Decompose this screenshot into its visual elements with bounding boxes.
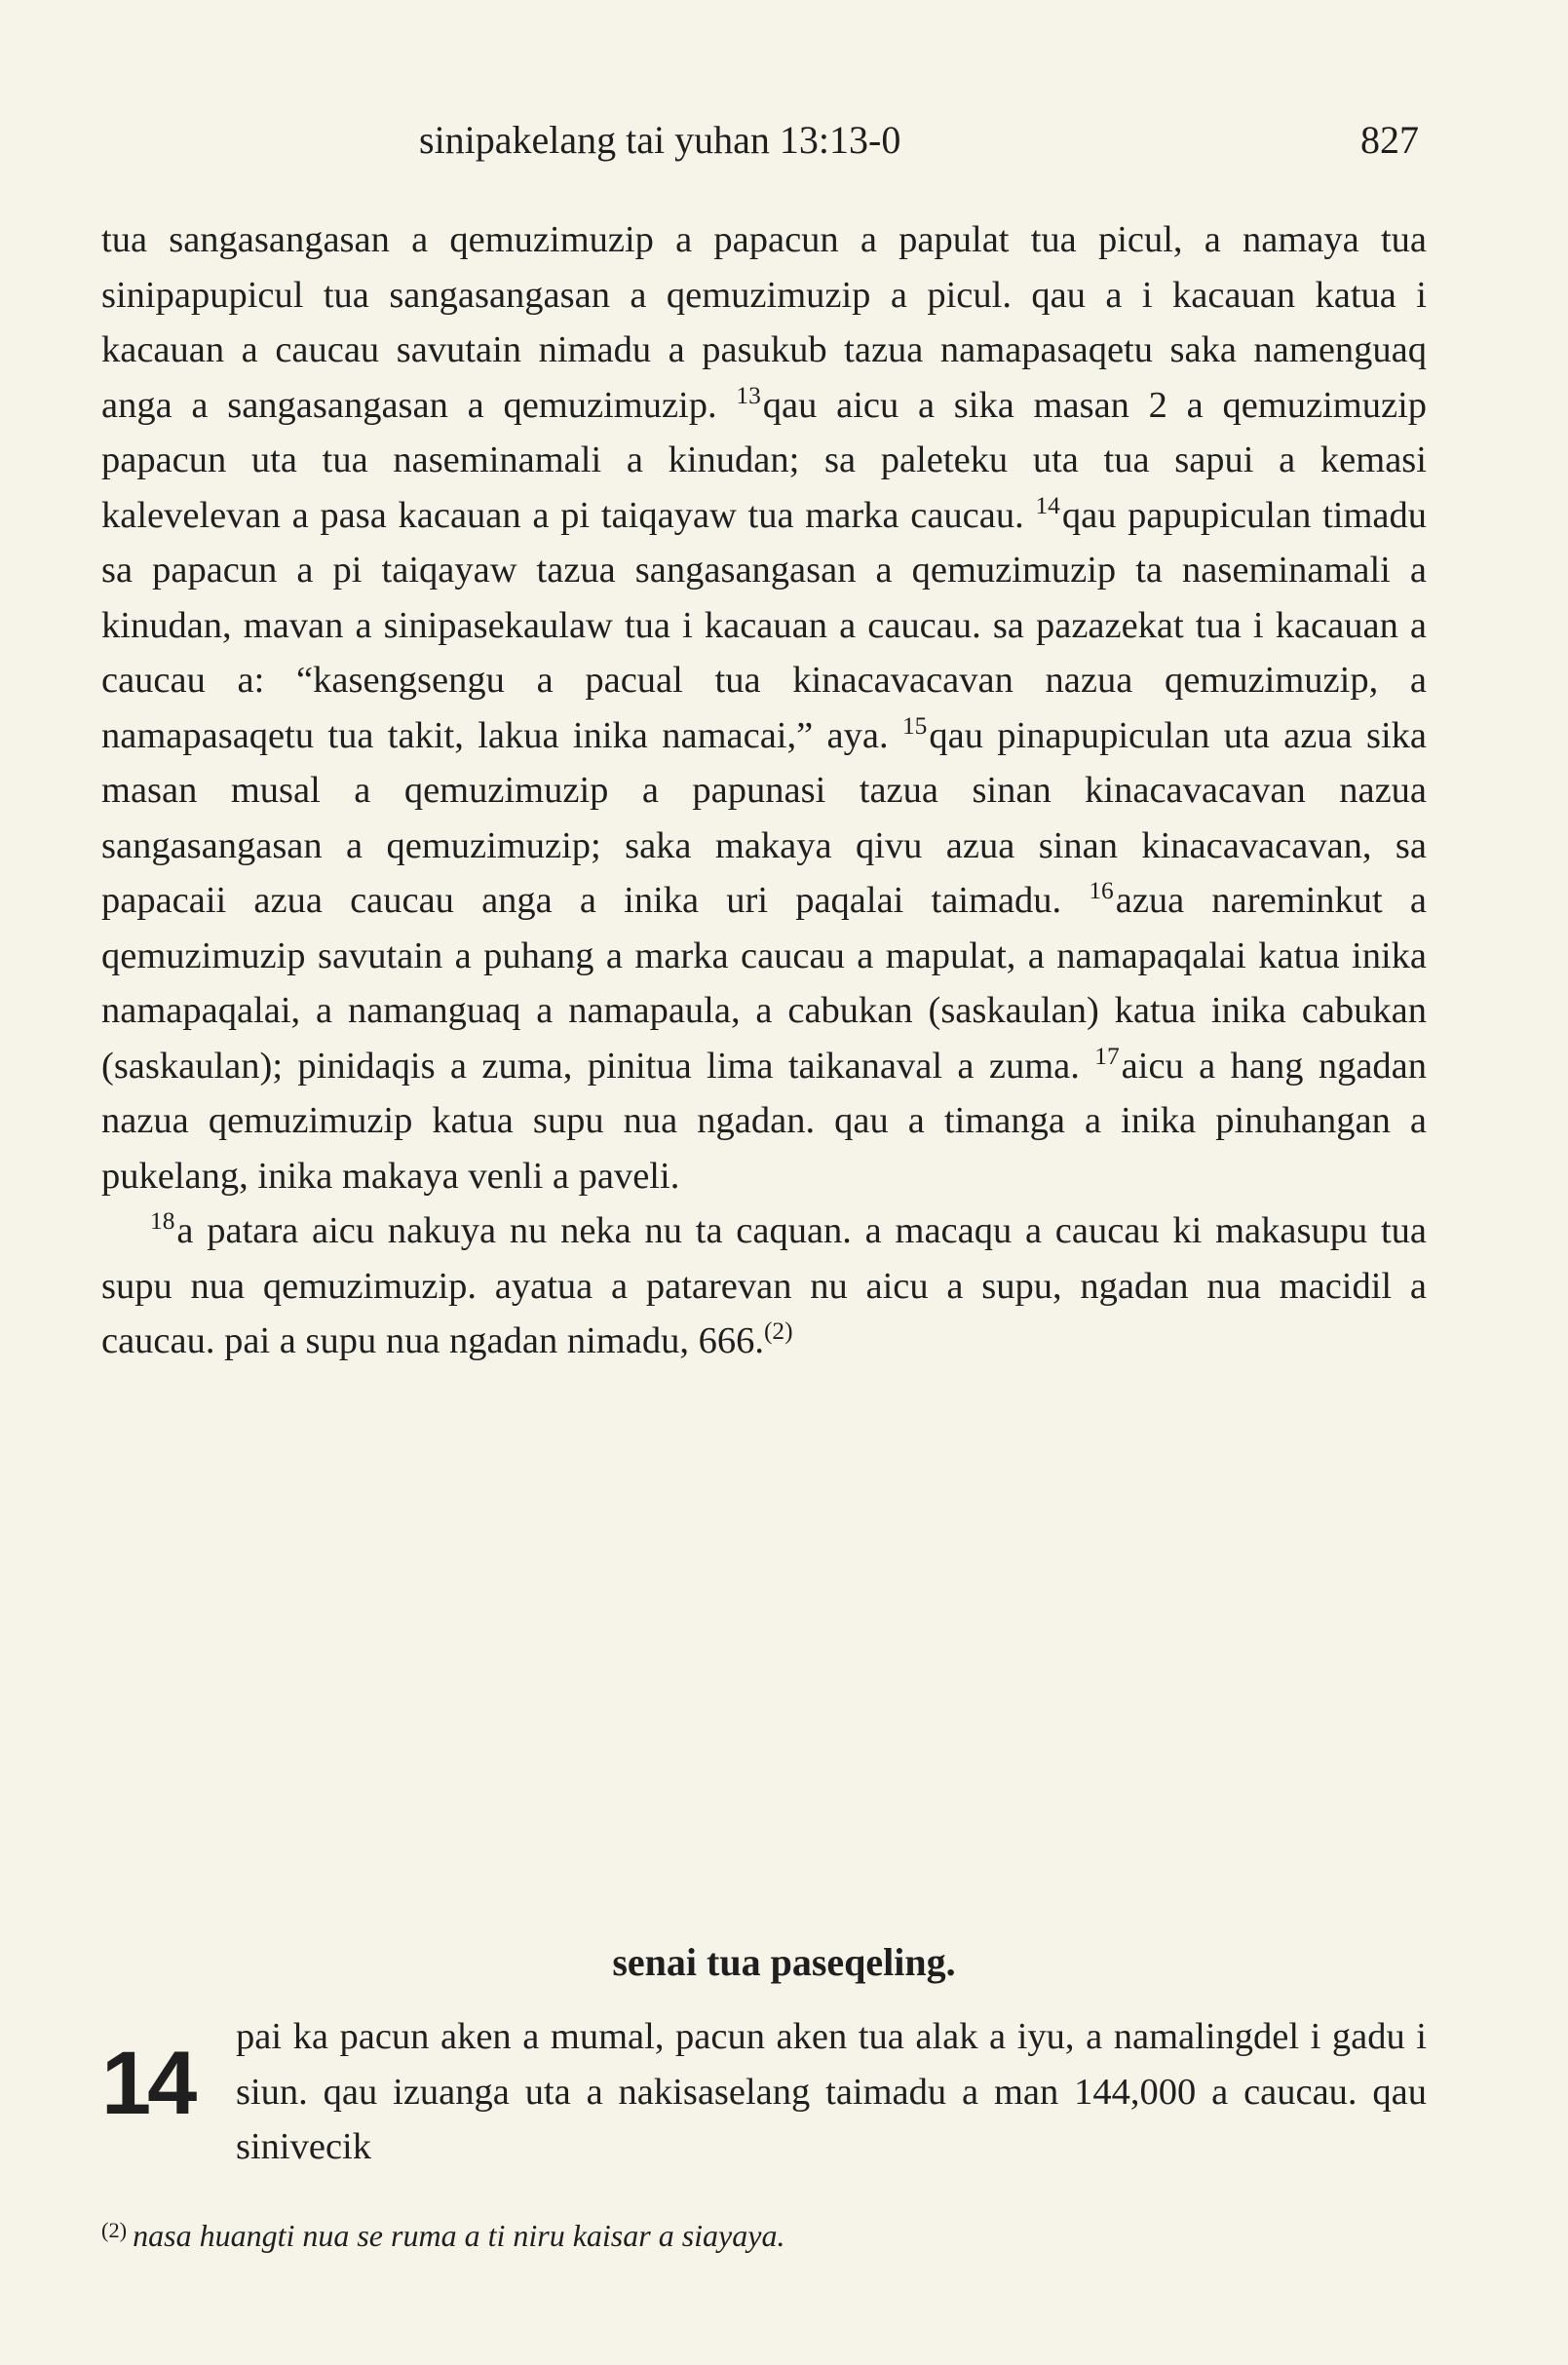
chapter-number: 14: [101, 2034, 194, 2133]
verse-16: azua nareminkut a qemuzimuzip savutain a puhang a marka caucau a mapulat, a namapaqalai katua inika namapaqalai, a namanguaq a namapaula, a cabukan (saskaulan) katua inika cabukan (saskaulan); pinidaqis a zuma, pinitua lima taikanaval a zuma.: [101, 880, 1427, 1087]
page-number: 827: [1360, 118, 1419, 162]
verse-number: 16: [1089, 877, 1114, 905]
verse-number: 17: [1094, 1042, 1120, 1070]
verse-15: qau pinapupiculan uta azua sika masan musal a qemuzimuzip a papunasi tazua sinan kinacavacavan nazua sangasangasan a qemuzimuzip; saka makaya qivu azua sinan kinacavacavan, sa papacaii azua caucau anga a inika uri paqalai taimadu.: [101, 714, 1427, 921]
footnote-text: nasa huangti nua se ruma a ti niru kaisar a siayaya.: [133, 2218, 785, 2253]
verse-number: 13: [736, 381, 761, 409]
paragraph: [101, 1203, 1427, 1369]
verse-number: 15: [901, 711, 928, 740]
verse-13: qau aicu a sika masan 2 a qemuzimuzip papacun uta tua naseminamali a kinudan; sa paleteku uta tua sapui a kemasi kalevelevan a pasa kacauan a pi taiqayaw tua marka caucau.: [101, 384, 1428, 536]
verse-number: 14: [1035, 491, 1060, 519]
text-run: tua sangasangasan a qemuzimuzip a papacun a papulat tua picul, a namaya tua sinipapupicul tua sangasangasan a qemuzimuzip a picul. qau a i kacauan katua i kacauan a caucau savutain nimadu a pasukub tazua namapasaqetu saka namenguaq anga a sangasangasan a qemuzimuzip.: [101, 219, 1427, 426]
running-title: sinipakelang tai yuhan 13:13-0: [419, 118, 901, 162]
paragraph: [101, 212, 1427, 1203]
footnote-reference: (2): [763, 1317, 793, 1346]
section-heading: senai tua paseqeling.: [612, 1940, 956, 1984]
chapter-text: pai ka pacun aken a mumal, pacun aken tua alak a iyu, a namalingdel i gadu i siun. qau izuanga uta a nakisaselang taimadu a man 144,000 a caucau. qau sinivecik: [236, 2016, 1427, 2167]
footnote: [101, 2218, 1427, 2254]
main-text: [101, 212, 1427, 1369]
verse-number: 18: [150, 1207, 175, 1236]
verse-17: aicu a hang ngadan nazua qemuzimuzip katua supu nua ngadan. qau a timanga a inika pinuhangan a pukelang, inika makaya venli a paveli.: [101, 1045, 1427, 1197]
verse-14: qau papupiculan timadu sa papacun a pi taiqayaw tazua sangasangasan a qemuzimuzip ta naseminamali a kinudan, mavan a sinipasekaulaw tua i kacauan a caucau. sa pazazekat tua i kacauan a caucau a: “kasengsengu a pacual tua kinacavacavan nazua qemuzimuzip, a namapasaqetu tua takit, lakua inika namacai,” aya.: [101, 494, 1427, 756]
verse-18: a patara aicu nakuya nu neka nu ta caquan. a macaqu a caucau ki makasupu tua supu nua qemuzimuzip. ayatua a patarevan nu aicu a supu, ngadan nua macidil a caucau. pai a supu nua ngadan nimadu, 666.: [101, 1210, 1427, 1361]
footnote-mark: (2): [101, 2218, 128, 2243]
chapter-start: [101, 2009, 1427, 2175]
running-head: [0, 107, 1568, 175]
